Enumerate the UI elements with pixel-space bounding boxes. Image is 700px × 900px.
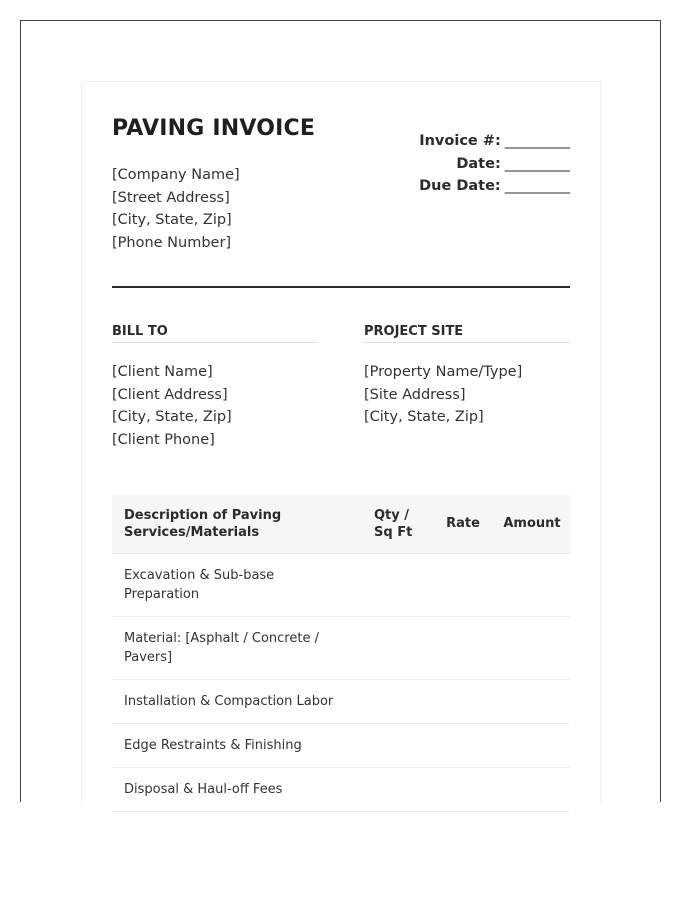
client-city: [City, State, Zip] bbox=[112, 409, 232, 425]
row-rate bbox=[432, 723, 494, 767]
row-rate bbox=[432, 616, 494, 679]
row-amount bbox=[494, 767, 570, 811]
client-phone: [Client Phone] bbox=[112, 431, 215, 448]
site-property: [Property Name/Type] bbox=[364, 364, 523, 380]
row-description: Edge Restraints & Finishing bbox=[112, 723, 362, 767]
invoice-date-label: Date: bbox=[456, 155, 501, 172]
table-row bbox=[112, 616, 570, 679]
header-divider bbox=[112, 286, 570, 288]
due-date-row bbox=[419, 175, 570, 198]
row-rate bbox=[432, 553, 494, 616]
row-description: Material: [Asphalt / Concrete / Pavers] bbox=[112, 616, 362, 679]
table-header-row bbox=[112, 495, 570, 553]
table-row bbox=[112, 723, 570, 767]
row-qty bbox=[362, 679, 432, 723]
row-description: Installation & Compaction Labor bbox=[112, 679, 362, 723]
row-rate bbox=[432, 679, 494, 723]
table-row bbox=[112, 553, 570, 616]
row-rate bbox=[432, 767, 494, 811]
row-qty bbox=[362, 723, 432, 767]
row-qty bbox=[362, 767, 432, 811]
company-name: [Company Name] bbox=[112, 167, 240, 183]
project-site-heading: PROJECT SITE bbox=[364, 324, 570, 343]
column-header-qty: Qty / Sq Ft bbox=[362, 495, 432, 553]
invoice-title: PAVING INVOICE bbox=[112, 116, 316, 141]
invoice-date-row bbox=[419, 153, 570, 176]
row-amount bbox=[494, 616, 570, 679]
company-phone: [Phone Number] bbox=[112, 234, 232, 251]
column-header-description: Description of Paving Services/Materials bbox=[112, 495, 362, 553]
invoice-number-label: Invoice #: bbox=[419, 133, 501, 149]
client-address: [Client Address] bbox=[112, 386, 228, 403]
project-site-section bbox=[364, 324, 570, 429]
bill-to-section bbox=[112, 324, 318, 451]
site-address: [Site Address] bbox=[364, 386, 466, 403]
invoice-number-field: _________ bbox=[504, 133, 570, 149]
line-items-table bbox=[112, 495, 570, 812]
row-amount bbox=[494, 679, 570, 723]
invoice-meta bbox=[419, 130, 570, 198]
company-street: [Street Address] bbox=[112, 189, 230, 206]
company-info bbox=[112, 164, 240, 254]
column-header-rate: Rate bbox=[432, 495, 494, 553]
due-date-label: Due Date: bbox=[419, 178, 501, 194]
due-date-field: _________ bbox=[504, 178, 570, 194]
row-qty bbox=[362, 553, 432, 616]
row-description: Disposal & Haul-off Fees bbox=[112, 767, 362, 811]
bill-to-heading: BILL TO bbox=[112, 324, 318, 343]
row-qty bbox=[362, 616, 432, 679]
company-city: [City, State, Zip] bbox=[112, 212, 232, 228]
client-name: [Client Name] bbox=[112, 364, 213, 380]
site-city: [City, State, Zip] bbox=[364, 409, 484, 425]
table-row bbox=[112, 767, 570, 811]
invoice-date-field: _________ bbox=[504, 155, 570, 172]
row-amount bbox=[494, 553, 570, 616]
row-amount bbox=[494, 723, 570, 767]
column-header-amount: Amount bbox=[494, 495, 570, 553]
row-description: Excavation & Sub-base Preparation bbox=[112, 553, 362, 616]
table-row bbox=[112, 679, 570, 723]
invoice-number-row bbox=[419, 130, 570, 153]
